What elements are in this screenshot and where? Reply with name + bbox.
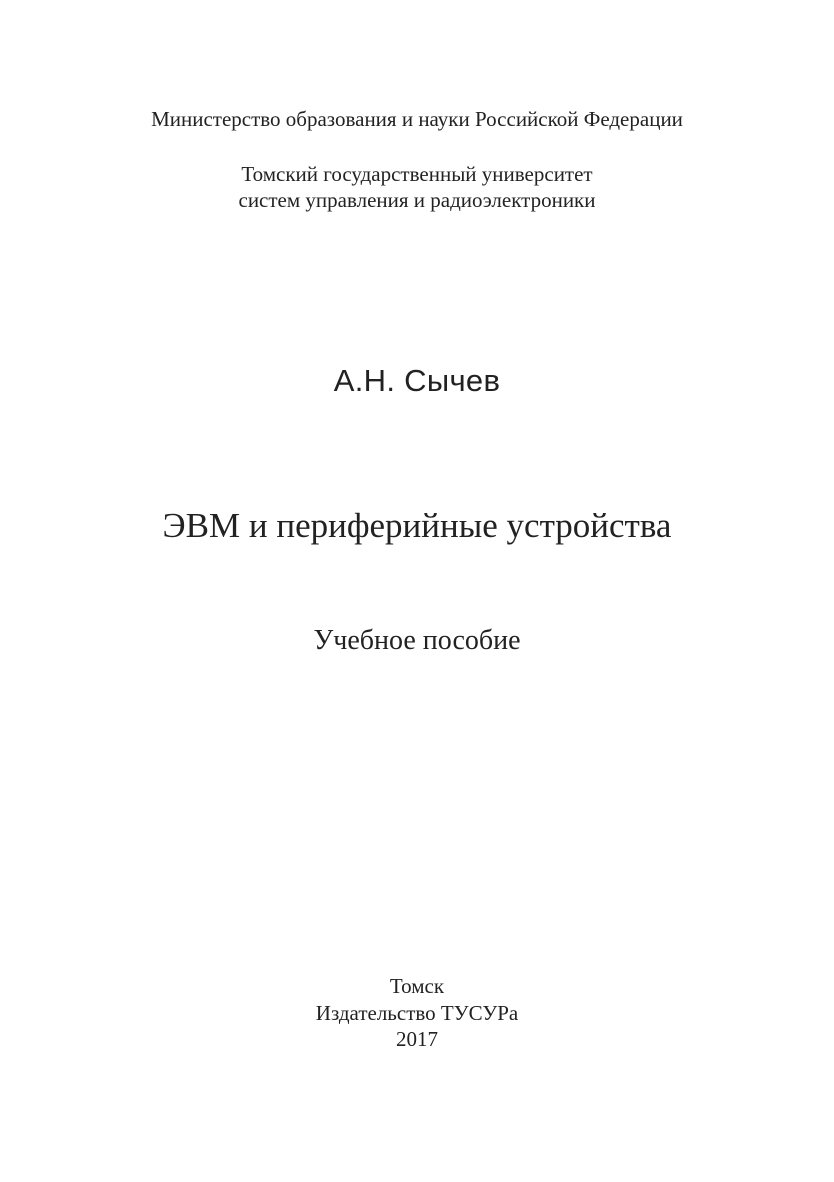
ministry-name: Министерство образования и науки Российской Федерации xyxy=(151,107,683,131)
author-name: А.Н. Сычев xyxy=(333,363,501,398)
publication-city: Томск xyxy=(389,974,445,998)
publication-year: 2017 xyxy=(396,1027,438,1051)
university-name-line-2: систем управления и радиоэлектроники xyxy=(238,188,596,212)
book-title: ЭВМ и периферийные устройства xyxy=(162,506,672,545)
university-name-line-1: Томский государственный университет xyxy=(241,162,593,186)
book-subtitle: Учебное пособие xyxy=(313,625,521,656)
publisher-name: Издательство ТУСУРа xyxy=(315,1001,519,1025)
